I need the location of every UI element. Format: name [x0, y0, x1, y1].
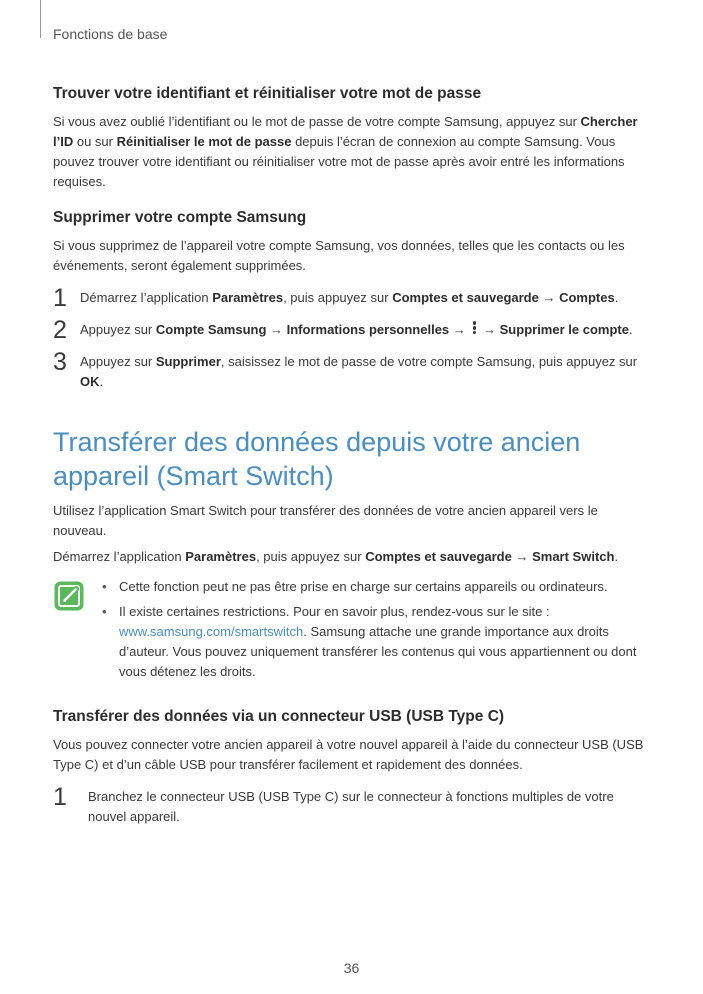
- note-box: [53, 577, 649, 682]
- page-content: [53, 84, 649, 827]
- note-item: • Cette fonction peut ne pas être prise en charge sur certains appareils ou ordinateurs.: [102, 579, 608, 594]
- step-number: 2: [53, 316, 67, 344]
- step-number: 1: [53, 284, 67, 312]
- find-id-paragraph: Si vous avez oublié l’identifiant ou le mot de passe de votre compte Samsung, appuyez sur Chercher l’ID ou sur Réinitialiser le mot de passe depuis l’écran de connexion au compte Samsung. Vous pouvez trouver votre identifiant ou réinitialiser votre mot de passe après avoir entré les informations requises.: [53, 114, 638, 189]
- smartswitch-link[interactable]: www.samsung.com/smartswitch: [119, 624, 304, 639]
- delete-step-1: 1 Démarrez l’application Paramètres, puis appuyez sur Comptes et sauvegarde → Comptes.: [53, 284, 619, 312]
- delete-step-2: 2 Appuyez sur Compte Samsung → Informations personnelles → → Supprimer le compte.: [53, 316, 633, 344]
- note-icon: [53, 580, 85, 612]
- delete-account-heading: Supprimer votre compte Samsung: [53, 209, 307, 226]
- reset-password-label: Réinitialiser le mot de passe: [116, 134, 292, 149]
- smart-switch-intro: Utilisez l’application Smart Switch pour transférer des données de votre ancien appareil vers le nouveau.: [53, 503, 598, 538]
- smart-switch-title: Transférer des données depuis votre ancien appareil (Smart Switch): [53, 427, 581, 491]
- usb-step-1: 1 Branchez le connecteur USB (USB Type C) sur le connecteur à fonctions multiples de votre nouvel appareil.: [53, 783, 614, 824]
- find-id-heading: Trouver votre identifiant et réinitialiser votre mot de passe: [53, 85, 482, 102]
- step-number: 1: [53, 783, 67, 811]
- more-options-icon: [471, 320, 477, 338]
- usb-transfer-heading: Transférer des données via un connecteur USB (USB Type C): [53, 708, 505, 725]
- smart-switch-launch: Démarrez l’application Paramètres, puis appuyez sur Comptes et sauvegarde → Smart Switch.: [53, 549, 619, 564]
- section-header: Fonctions de base: [53, 26, 168, 42]
- header-rule: [40, 0, 41, 38]
- note-item: • Il existe certaines restrictions. Pour en savoir plus, rendez-vous sur le site : www.samsung.com/smartswitch. Samsung attache une grande importance aux droits d’auteur. Vous pouvez uniquement transférer les contenus qui vous appartiennent ou dont vous détenez les droits.: [102, 604, 637, 679]
- delete-step-3: 3 Appuyez sur Supprimer, saisissez le mot de passe de votre compte Samsung, puis appuyez sur OK.: [53, 348, 638, 389]
- page-number: 36: [343, 960, 360, 976]
- find-id-link-label: Chercher l’ID: [53, 114, 638, 149]
- delete-account-intro: Si vous supprimez de l’appareil votre compte Samsung, vos données, telles que les contacts ou les événements, seront également supprimées.: [53, 238, 625, 273]
- step-number: 3: [53, 348, 67, 376]
- usb-transfer-intro: Vous pouvez connecter votre ancien appareil à votre nouvel appareil à l’aide du connecteur USB (USB Type C) et d’un câble USB pour transférer facilement et rapidement des données.: [53, 737, 644, 772]
